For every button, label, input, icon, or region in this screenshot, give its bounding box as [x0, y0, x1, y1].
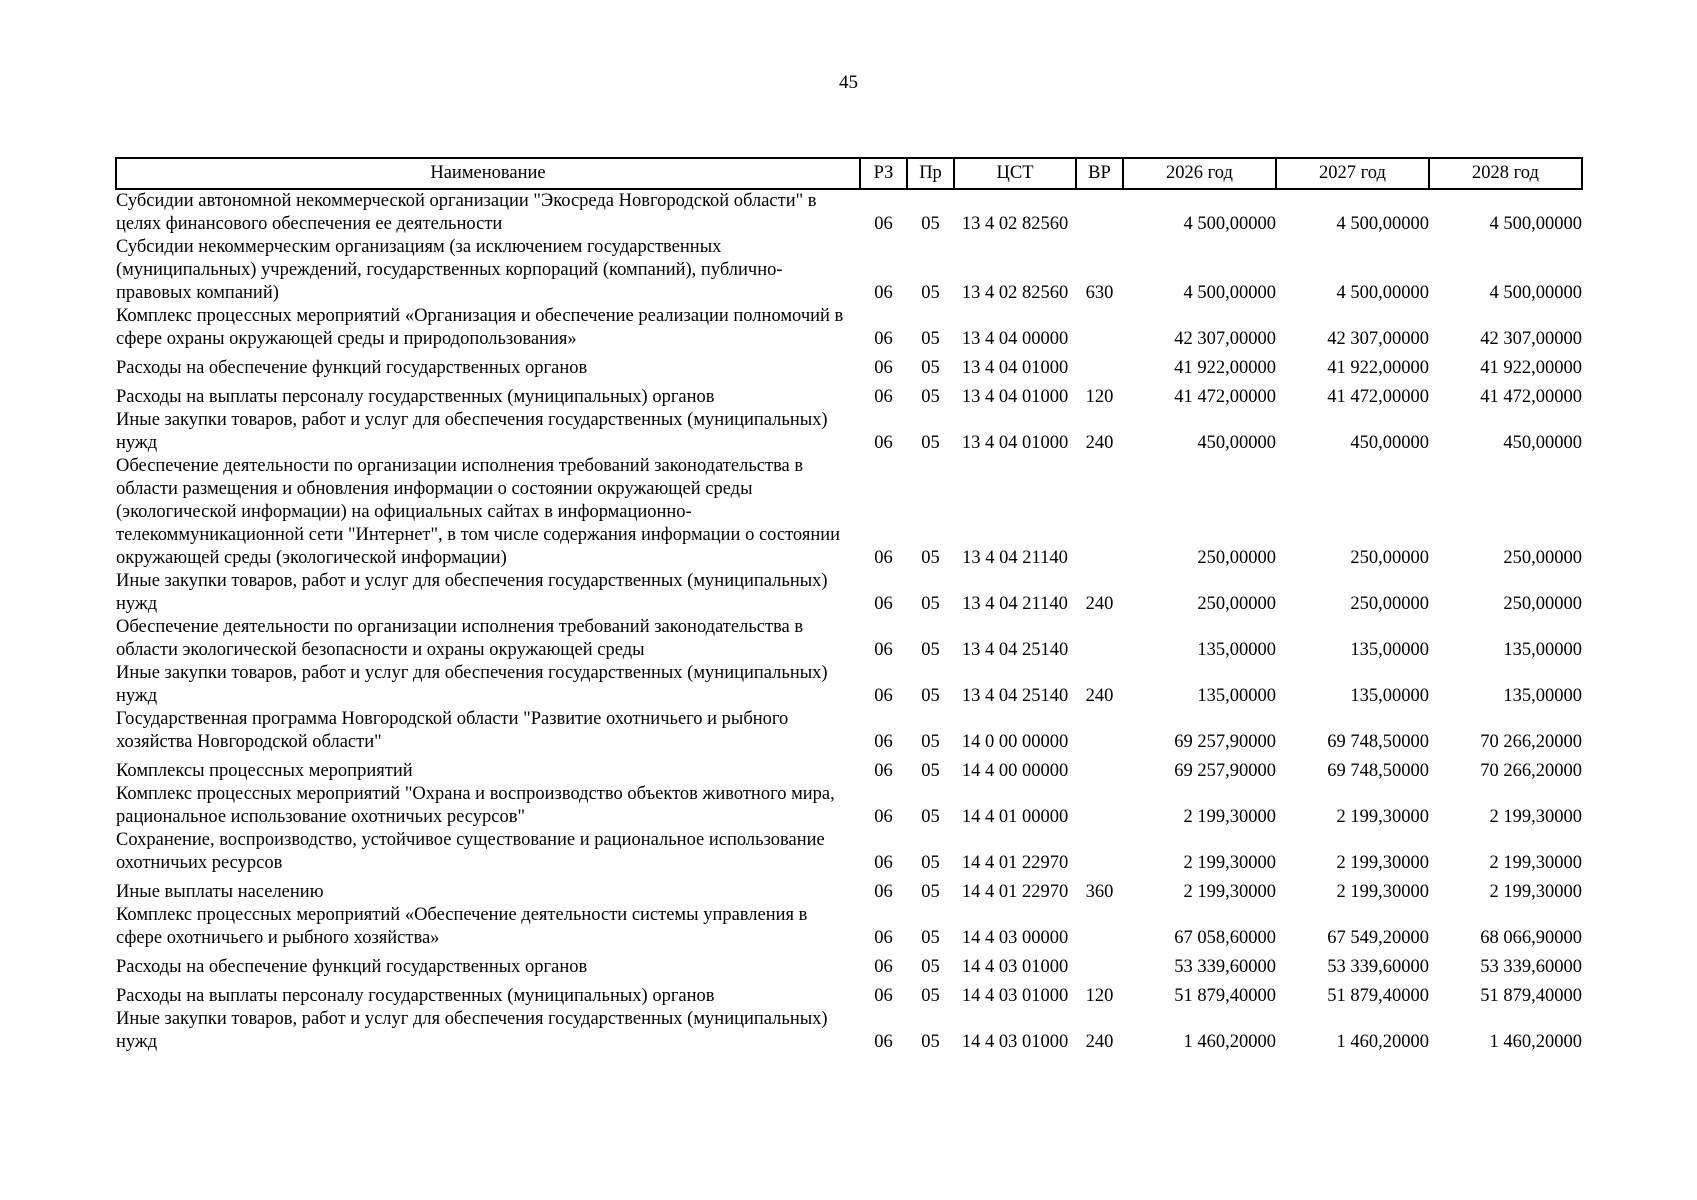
row-2027: 69 748,50000 [1327, 761, 1429, 781]
row-rz: 06 [874, 594, 893, 614]
row-cst: 14 4 03 01000 [961, 957, 1069, 977]
row-2026: 4 500,00000 [1183, 283, 1276, 303]
row-pr: 05 [921, 807, 940, 827]
row-cst: 14 4 01 22970 [961, 882, 1069, 902]
row-name: Иные закупки товаров, работ и услуг для обеспечения государственных (муниципальных) нужд [116, 663, 828, 706]
row-vr: 240 [1085, 1032, 1114, 1052]
header-2026: 2026 год [1123, 158, 1276, 189]
table-row [116, 904, 1582, 950]
row-2026: 53 339,60000 [1174, 957, 1276, 977]
header-rz: РЗ [860, 158, 907, 189]
row-2027: 2 199,30000 [1336, 882, 1429, 902]
row-cst: 13 4 02 82560 [961, 283, 1069, 303]
row-2027: 42 307,00000 [1327, 329, 1429, 349]
row-name: Государственная программа Новгородской области "Развитие охотничьего и рыбного хозяйства Новгородской области" [116, 709, 789, 752]
header-row [116, 158, 1582, 189]
row-2028: 68 066,90000 [1480, 928, 1582, 948]
row-vr [1076, 189, 1123, 236]
row-rz: 06 [874, 928, 893, 948]
table-row [116, 875, 1582, 904]
row-2028: 450,00000 [1503, 433, 1582, 453]
header-pr: Пр [907, 158, 954, 189]
row-pr: 05 [921, 640, 940, 660]
row-rz: 06 [874, 214, 893, 234]
row-vr: 120 [1085, 387, 1114, 407]
row-cst: 14 4 03 01000 [961, 986, 1069, 1006]
row-rz: 06 [874, 548, 893, 568]
row-vr [1076, 950, 1123, 979]
row-2027: 135,00000 [1350, 640, 1429, 660]
row-rz: 06 [874, 732, 893, 752]
row-cst: 14 4 01 22970 [961, 853, 1069, 873]
row-pr: 05 [921, 548, 940, 568]
row-2028: 2 199,30000 [1489, 807, 1582, 827]
row-vr: 240 [1085, 594, 1114, 614]
row-pr: 05 [921, 686, 940, 706]
row-2026: 250,00000 [1197, 594, 1276, 614]
table-row [116, 189, 1582, 236]
row-rz: 06 [874, 853, 893, 873]
row-rz: 06 [874, 686, 893, 706]
row-name: Иные закупки товаров, работ и услуг для обеспечения государственных (муниципальных) нужд [116, 571, 828, 614]
row-name: Комплекс процессных мероприятий «Обеспечение деятельности системы управления в сфере охотничьего и рыбного хозяйства» [116, 905, 808, 948]
row-2026: 135,00000 [1197, 686, 1276, 706]
row-2026: 2 199,30000 [1183, 853, 1276, 873]
row-name: Иные выплаты населению [116, 882, 324, 902]
row-2027: 4 500,00000 [1336, 214, 1429, 234]
row-rz: 06 [874, 433, 893, 453]
row-name: Субсидии некоммерческим организациям (за исключением государственных (муниципальных) учреждений, государственных корпораций (компаний), публично-правовых компаний) [116, 237, 783, 303]
header-cst: ЦСТ [954, 158, 1076, 189]
row-2026: 2 199,30000 [1183, 882, 1276, 902]
row-vr: 360 [1085, 882, 1114, 902]
row-2027: 1 460,20000 [1336, 1032, 1429, 1052]
row-pr: 05 [921, 1032, 940, 1052]
table-row [116, 708, 1582, 754]
row-2028: 70 266,20000 [1480, 732, 1582, 752]
row-2026: 51 879,40000 [1174, 986, 1276, 1006]
row-2026: 42 307,00000 [1174, 329, 1276, 349]
row-2028: 4 500,00000 [1489, 283, 1582, 303]
row-cst: 14 4 00 00000 [961, 761, 1069, 781]
row-vr: 120 [1085, 986, 1114, 1006]
row-2028: 2 199,30000 [1489, 882, 1582, 902]
row-cst: 13 4 04 25140 [961, 640, 1069, 660]
row-pr: 05 [921, 433, 940, 453]
row-2028: 2 199,30000 [1489, 853, 1582, 873]
row-2026: 135,00000 [1197, 640, 1276, 660]
row-rz: 06 [874, 882, 893, 902]
table-row [116, 380, 1582, 409]
table-row [116, 950, 1582, 979]
row-cst: 14 4 01 00000 [961, 807, 1069, 827]
row-name: Обеспечение деятельности по организации исполнения требований законодательства в области экологической безопасности и охраны окружающей среды [116, 617, 804, 660]
row-2027: 2 199,30000 [1336, 807, 1429, 827]
row-2028: 1 460,20000 [1489, 1032, 1582, 1052]
row-cst: 14 4 03 00000 [961, 928, 1069, 948]
row-pr: 05 [921, 986, 940, 1006]
row-vr [1076, 783, 1123, 829]
row-2028: 51 879,40000 [1480, 986, 1582, 1006]
table-row [116, 783, 1582, 829]
row-name: Иные закупки товаров, работ и услуг для обеспечения государственных (муниципальных) нужд [116, 410, 828, 453]
row-vr [1076, 305, 1123, 351]
row-rz: 06 [874, 1032, 893, 1052]
row-cst: 14 0 00 00000 [961, 732, 1069, 752]
row-pr: 05 [921, 761, 940, 781]
row-pr: 05 [921, 358, 940, 378]
row-2028: 41 922,00000 [1480, 358, 1582, 378]
row-2027: 41 472,00000 [1327, 387, 1429, 407]
row-rz: 06 [874, 761, 893, 781]
table-row [116, 409, 1582, 455]
row-2027: 4 500,00000 [1336, 283, 1429, 303]
table-row [116, 236, 1582, 305]
row-name: Иные закупки товаров, работ и услуг для обеспечения государственных (муниципальных) нужд [116, 1009, 828, 1052]
row-2028: 135,00000 [1503, 686, 1582, 706]
row-2027: 53 339,60000 [1327, 957, 1429, 977]
row-cst: 13 4 04 00000 [961, 329, 1069, 349]
row-2026: 69 257,90000 [1174, 732, 1276, 752]
row-2026: 2 199,30000 [1183, 807, 1276, 827]
row-2027: 250,00000 [1350, 594, 1429, 614]
row-vr [1076, 351, 1123, 380]
table-row [116, 305, 1582, 351]
row-pr: 05 [921, 387, 940, 407]
row-pr: 05 [921, 283, 940, 303]
table-row [116, 616, 1582, 662]
row-name: Сохранение, воспроизводство, устойчивое существование и рациональное использование охотничьих ресурсов [116, 830, 825, 873]
row-name: Расходы на выплаты персоналу государственных (муниципальных) органов [116, 986, 715, 1006]
row-pr: 05 [921, 732, 940, 752]
row-2027: 135,00000 [1350, 686, 1429, 706]
row-2028: 42 307,00000 [1480, 329, 1582, 349]
row-2028: 250,00000 [1503, 548, 1582, 568]
row-2027: 41 922,00000 [1327, 358, 1429, 378]
header-2027: 2027 год [1276, 158, 1429, 189]
table-row [116, 1008, 1582, 1054]
row-name: Комплекс процессных мероприятий "Охрана и воспроизводство объектов животного мира, рациональное использование охотничьих ресурсов" [116, 784, 835, 827]
row-vr [1076, 616, 1123, 662]
row-2026: 67 058,60000 [1174, 928, 1276, 948]
row-pr: 05 [921, 329, 940, 349]
row-cst: 13 4 04 01000 [961, 433, 1069, 453]
row-rz: 06 [874, 957, 893, 977]
row-pr: 05 [921, 853, 940, 873]
row-vr: 240 [1085, 686, 1114, 706]
header-2028: 2028 год [1429, 158, 1582, 189]
row-pr: 05 [921, 957, 940, 977]
row-2027: 250,00000 [1350, 548, 1429, 568]
table-header [116, 158, 1582, 189]
row-rz: 06 [874, 640, 893, 660]
header-vr: ВР [1076, 158, 1123, 189]
row-pr: 05 [921, 214, 940, 234]
row-pr: 05 [921, 928, 940, 948]
row-cst: 13 4 04 01000 [961, 387, 1069, 407]
row-2027: 2 199,30000 [1336, 853, 1429, 873]
row-2026: 1 460,20000 [1183, 1032, 1276, 1052]
table-row [116, 455, 1582, 570]
row-cst: 13 4 02 82560 [961, 214, 1069, 234]
row-name: Комплекс процессных мероприятий «Организация и обеспечение реализации полномочий в сфере охраны окружающей среды и природопользования» [116, 306, 844, 349]
row-name: Субсидии автономной некоммерческой организации "Экосреда Новгородской области" в целях финансового обеспечения ее деятельности [116, 191, 817, 234]
row-2028: 135,00000 [1503, 640, 1582, 660]
row-vr [1076, 829, 1123, 875]
row-2026: 450,00000 [1197, 433, 1276, 453]
table-row [116, 662, 1582, 708]
table-body [116, 189, 1582, 1054]
row-vr: 240 [1085, 433, 1114, 453]
row-cst: 13 4 04 25140 [961, 686, 1069, 706]
budget-table [115, 157, 1583, 1054]
row-2026: 41 472,00000 [1174, 387, 1276, 407]
row-2026: 4 500,00000 [1183, 214, 1276, 234]
row-2028: 250,00000 [1503, 594, 1582, 614]
row-2026: 41 922,00000 [1174, 358, 1276, 378]
row-cst: 14 4 03 01000 [961, 1032, 1069, 1052]
row-2028: 4 500,00000 [1489, 214, 1582, 234]
row-2027: 450,00000 [1350, 433, 1429, 453]
row-cst: 13 4 04 21140 [962, 548, 1068, 568]
row-name: Расходы на выплаты персоналу государственных (муниципальных) органов [116, 387, 715, 407]
row-2026: 69 257,90000 [1174, 761, 1276, 781]
row-name: Обеспечение деятельности по организации исполнения требований законодательства в области размещения и обновления информации о состоянии окружающей среды (экологической информации) на официальных сайтах в информационно-телекоммуникационной сети "Интернет", в том числе содержания информации о состоянии окружающей среды (экологической информации) [116, 456, 841, 568]
table-row [116, 754, 1582, 783]
row-2026: 250,00000 [1197, 548, 1276, 568]
row-cst: 13 4 04 01000 [961, 358, 1069, 378]
table-row [116, 351, 1582, 380]
row-rz: 06 [874, 986, 893, 1006]
row-2027: 69 748,50000 [1327, 732, 1429, 752]
row-pr: 05 [921, 882, 940, 902]
page-number: 45 [839, 72, 858, 93]
row-rz: 06 [874, 283, 893, 303]
row-name: Расходы на обеспечение функций государственных органов [116, 957, 588, 977]
row-cst: 13 4 04 21140 [962, 594, 1068, 614]
row-name: Расходы на обеспечение функций государственных органов [116, 358, 588, 378]
row-rz: 06 [874, 358, 893, 378]
row-vr [1076, 455, 1123, 570]
row-2028: 53 339,60000 [1480, 957, 1582, 977]
table-row [116, 570, 1582, 616]
row-vr: 630 [1085, 283, 1114, 303]
row-2027: 51 879,40000 [1327, 986, 1429, 1006]
row-rz: 06 [874, 329, 893, 349]
row-vr [1076, 754, 1123, 783]
row-pr: 05 [921, 594, 940, 614]
row-rz: 06 [874, 807, 893, 827]
table-row [116, 829, 1582, 875]
row-2027: 67 549,20000 [1327, 928, 1429, 948]
row-2028: 70 266,20000 [1480, 761, 1582, 781]
row-2028: 41 472,00000 [1480, 387, 1582, 407]
row-vr [1076, 904, 1123, 950]
row-name: Комплексы процессных мероприятий [116, 761, 413, 781]
row-vr [1076, 708, 1123, 754]
table-row [116, 979, 1582, 1008]
header-name: Наименование [116, 158, 860, 189]
row-rz: 06 [874, 387, 893, 407]
